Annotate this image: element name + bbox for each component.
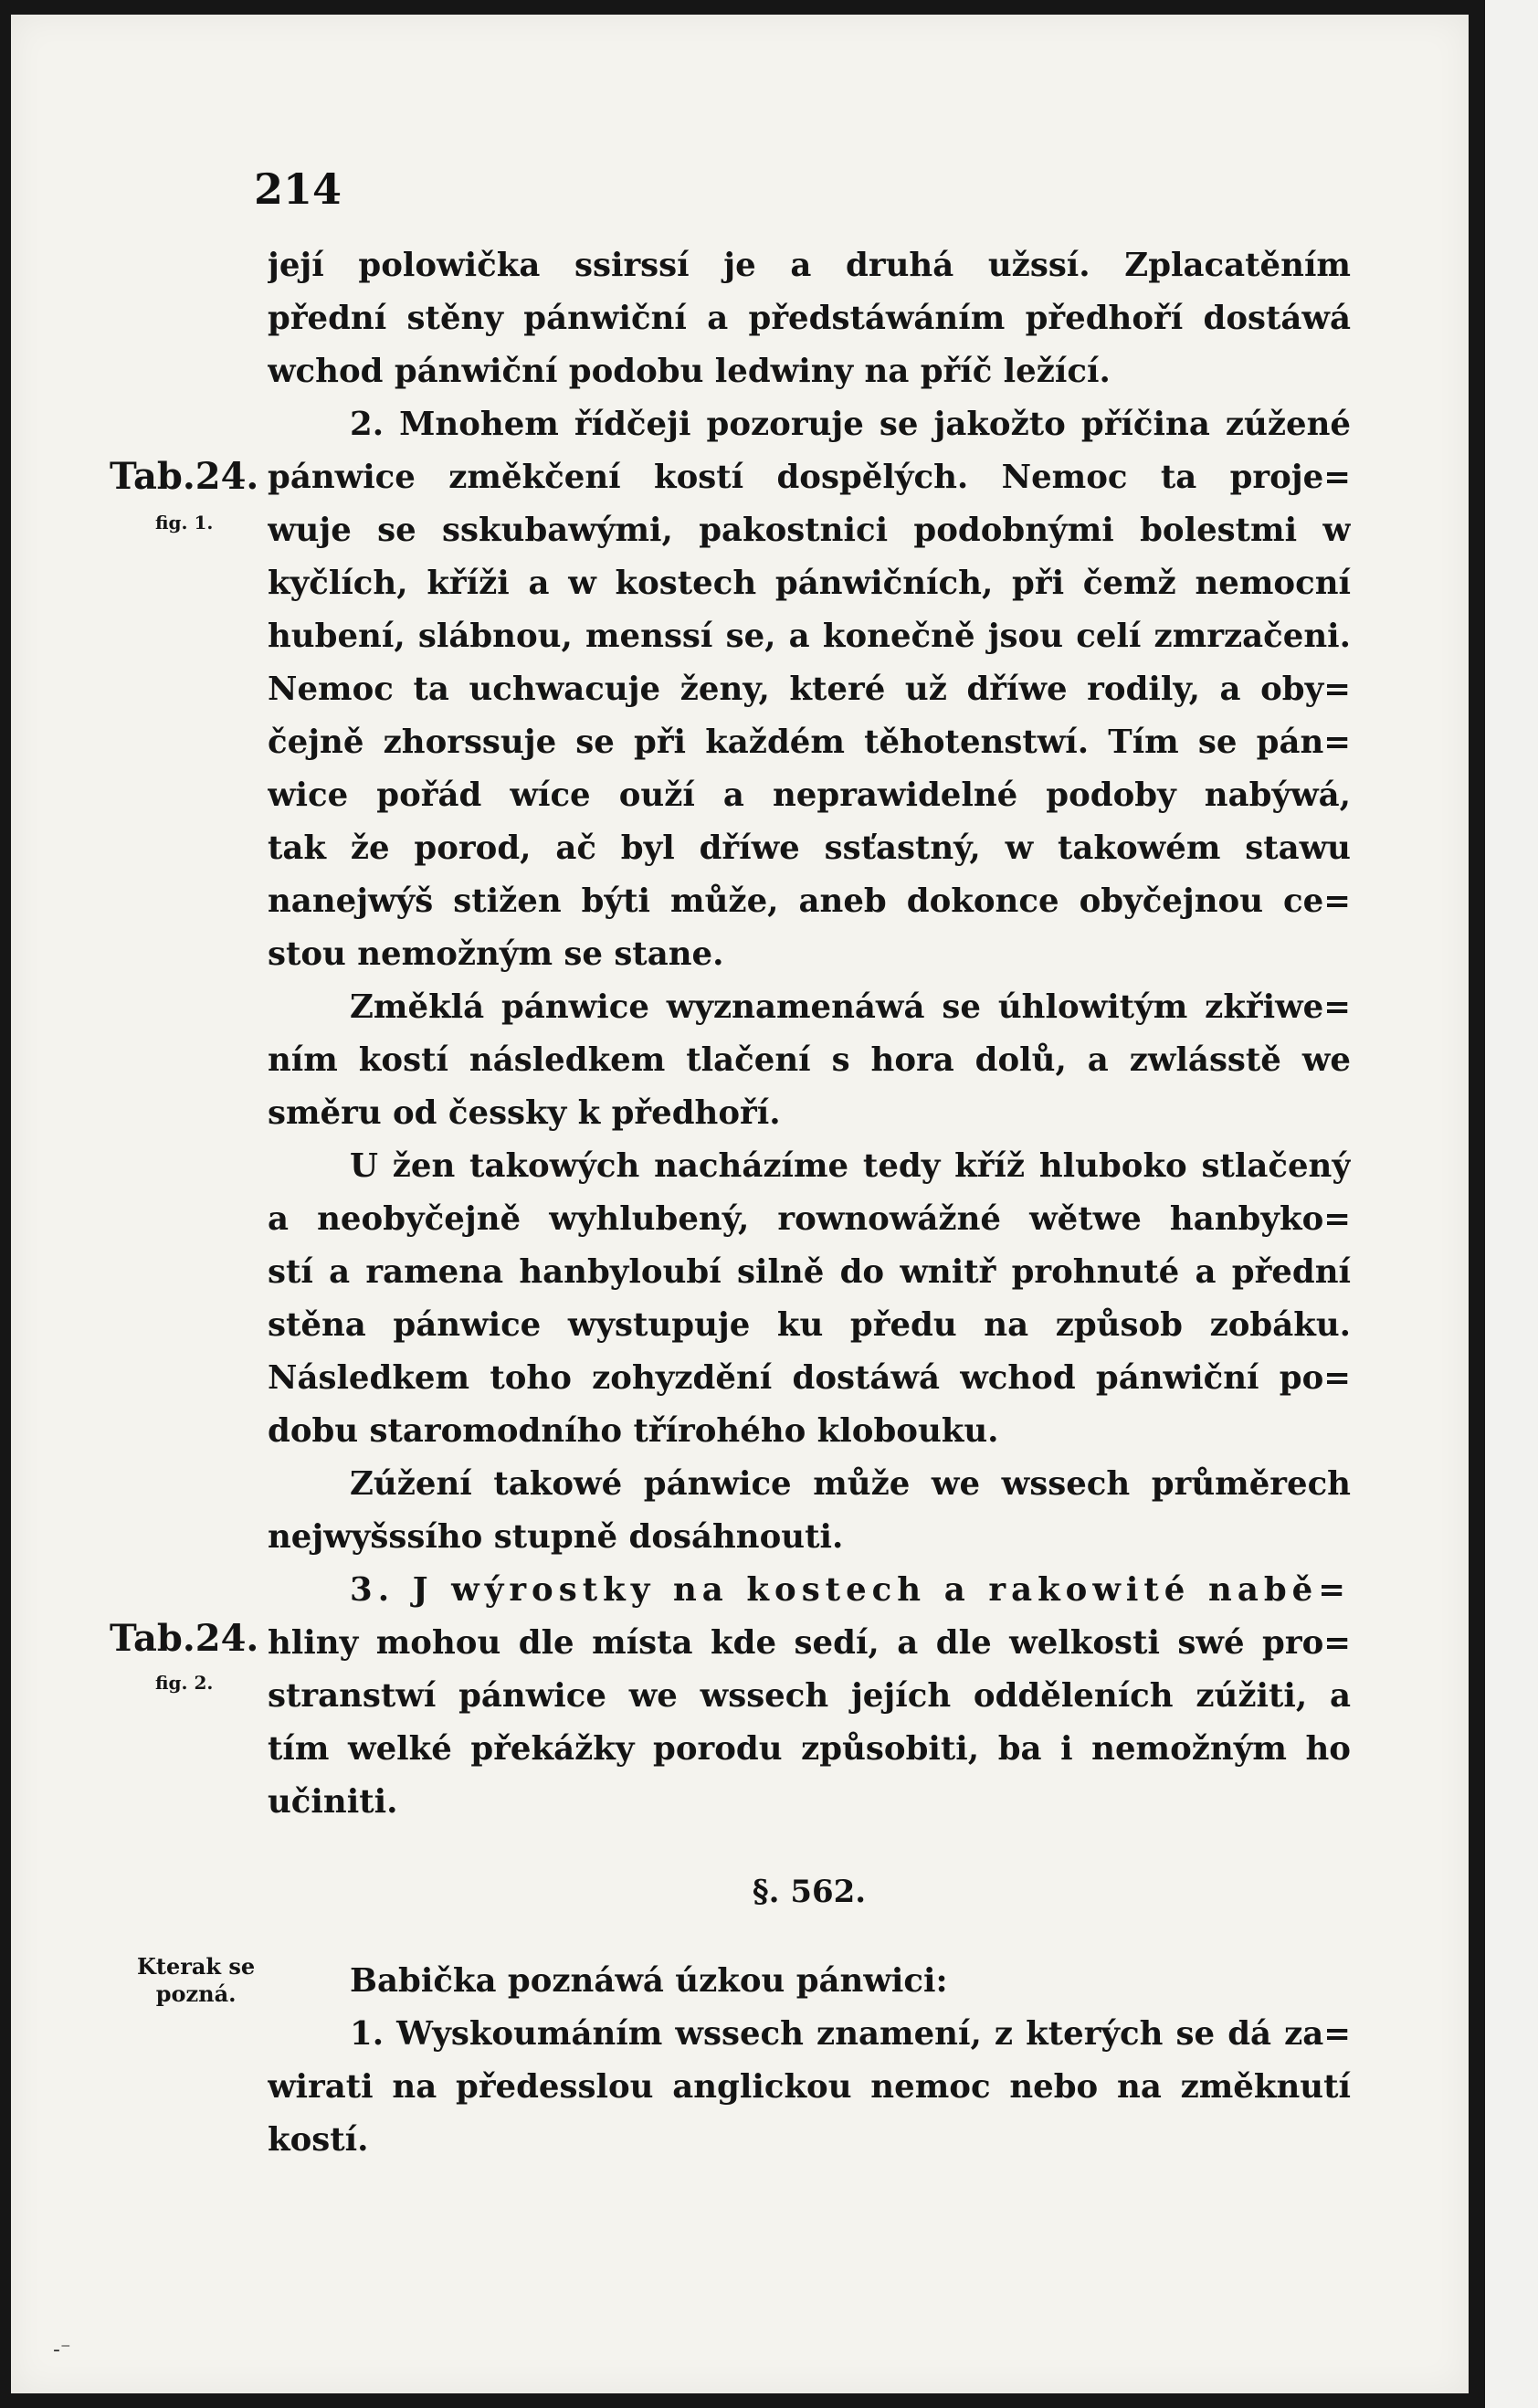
text-line: ním kostí následkem tlačení s hora dolů, a zwlásstě we bbox=[268, 1041, 1351, 1079]
text-line: tak že porod, ač byl dříwe ssťastný, w takowém stawu bbox=[268, 829, 1351, 867]
text-line: wchod pánwiční podobu ledwiny na příč ležící. bbox=[268, 353, 1111, 390]
text-line: směru od čessky k předhoří. bbox=[268, 1094, 781, 1132]
text-line: wirati na předesslou anglickou nemoc nebo na změknutí bbox=[268, 2068, 1351, 2106]
text-line: přední stěny pánwiční a předstáwáním předhoří dostáwá bbox=[268, 300, 1351, 337]
adjacent-page-edge bbox=[1480, 0, 1538, 2408]
text-line: dobu staromodního třírohého klobouku. bbox=[268, 1412, 999, 1450]
margin-note-kterak bbox=[137, 1953, 255, 2008]
text-line: a neobyčejně wyhlubený, rownowážné wětwe hanbyko= bbox=[268, 1200, 1351, 1238]
section-heading: §. 562. bbox=[752, 1874, 867, 1910]
margin-note-fig: fig. 2. bbox=[155, 1672, 214, 1694]
margin-note-tab: Tab.24. bbox=[110, 1617, 259, 1660]
text-line: Následkem toho zohyzdění dostáwá wchod pánwiční po= bbox=[268, 1359, 1351, 1397]
text-line: Zúžení takowé pánwice může we wssech průměrech bbox=[350, 1465, 1351, 1503]
text-line: hubení, slábnou, menssí se, a konečně jsou celí zmrzačeni. bbox=[268, 618, 1351, 655]
margin-note-line: Kterak se bbox=[137, 1953, 256, 1980]
text-line: wice pořád wíce ouží a neprawidelné podoby nabýwá, bbox=[268, 776, 1351, 814]
text-line: tím welké překážky porodu způsobiti, ba i nemožným ho bbox=[268, 1730, 1351, 1768]
text-line: nanejwýš stižen býti může, aneb dokonce obyčejnou ce= bbox=[268, 882, 1351, 920]
text-line: stěna pánwice wystupuje ku předu na způsob zobáku. bbox=[268, 1306, 1351, 1344]
page-number: 214 bbox=[254, 164, 342, 214]
text-line: Babička poznáwá úzkou pánwici: bbox=[350, 1962, 948, 2000]
text-line: pánwice změkčení kostí dospělých. Nemoc ta proje= bbox=[268, 459, 1351, 496]
body-text bbox=[268, 239, 1351, 2167]
text-line: 2. Mnohem řídčeji pozoruje se jakožto příčina zúžené bbox=[350, 406, 1351, 443]
scan-mark: -⁻ bbox=[53, 2339, 71, 2361]
text-line: hliny mohou dle místa kde sedí, a dle welkosti swé pro= bbox=[268, 1624, 1351, 1662]
text-line: 1. Wyskoumáním wssech znamení, z kterých se dá za= bbox=[350, 2015, 1351, 2053]
margin-note-tab: Tab.24. bbox=[110, 455, 259, 498]
text-line: Nemoc ta uchwacuje ženy, které už dříwe rodily, a oby= bbox=[268, 671, 1351, 708]
text-line: Změklá pánwice wyznamenáwá se úhlowitým zkřiwe= bbox=[350, 988, 1351, 1026]
text-line: stí a ramena hanbyloubí silně do wnitř prohnuté a přední bbox=[268, 1253, 1351, 1291]
margin-note-fig: fig. 1. bbox=[155, 512, 214, 533]
text-line: stou nemožným se stane. bbox=[268, 935, 724, 973]
text-line: kyčlích, kříži a w kostech pánwičních, při čemž nemocní bbox=[268, 565, 1351, 602]
text-line: čejně zhorssuje se při každém těhotenstwí. Tím se pán= bbox=[268, 723, 1351, 761]
text-line: U žen takowých nacházíme tedy kříž hluboko stlačený bbox=[350, 1147, 1351, 1185]
margin-note-line: pozná. bbox=[155, 1980, 237, 2007]
text-line: wuje se sskubawými, pakostnici podobnými bolestmi w bbox=[268, 512, 1351, 549]
text-line: nejwyšssího stupně dosáhnouti. bbox=[268, 1518, 844, 1556]
page-gutter bbox=[1480, 0, 1485, 2408]
text-line: učiniti. bbox=[268, 1783, 398, 1821]
text-line: její polowička ssirssí je a druhá užssí. Zplacatěním bbox=[268, 247, 1351, 284]
text-line: stranstwí pánwice we wssech jejích odděleních zúžiti, a bbox=[268, 1677, 1351, 1715]
text-line: kostí. bbox=[268, 2121, 369, 2159]
text-line: 3. J wýrostky na kostech a rakowité nabě= bbox=[350, 1571, 1351, 1609]
